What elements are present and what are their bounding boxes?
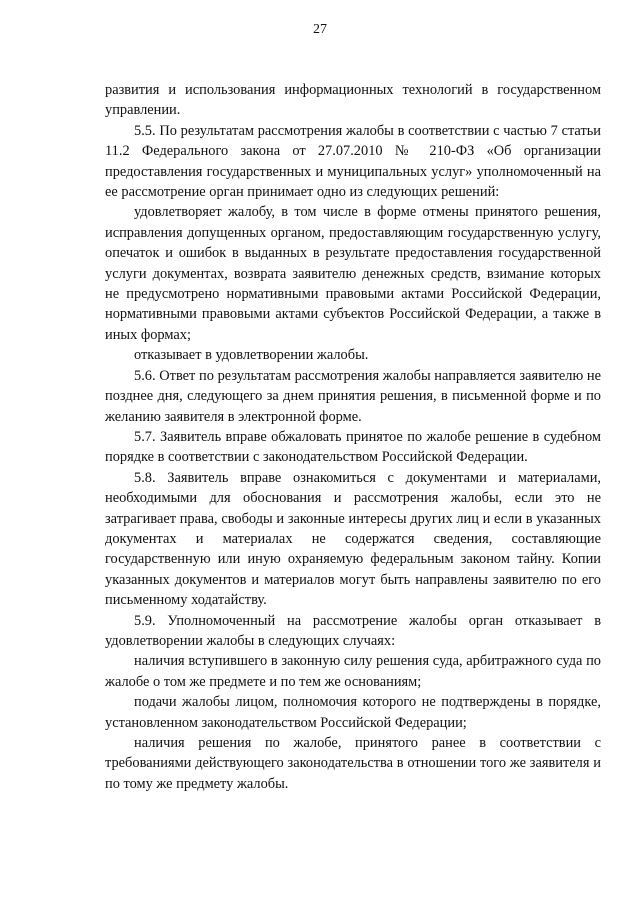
paragraph-5-6: 5.6. Ответ по результатам рассмотрения жалобы направляется заявителю не позднее дня, следующего за днем принятия решения, в письменной форме и по желанию заявителя в электронной форме. (105, 367, 601, 425)
paragraph-5-5: 5.5. По результатам рассмотрения жалобы в соответствии с частью 7 статьи 11.2 Федерального закона от 27.07.2010 № 210-ФЗ «Об организации предоставления государственных и муниципальных услуг» уполномоченный на ее рассмотрение орган принимает одно из следующих решений: (105, 122, 601, 201)
paragraph-5-7: 5.7. Заявитель вправе обжаловать принятое по жалобе решение в судебном порядке в соответствии с законодательством Российской Федерации. (105, 428, 601, 466)
paragraph-5-9: 5.9. Уполномоченный на рассмотрение жалобы орган отказывает в удовлетворении жалобы в следующих случаях: (105, 612, 601, 649)
paragraph-case-prior-decision: наличия решения по жалобе, принятого ранее в соответствии с требованиями действующего законодательства в отношении того же заявителя и по тому же предмету жалобы. (105, 735, 601, 792)
paragraph-decision-refuse: отказывает в удовлетворении жалобы. (134, 347, 369, 364)
paragraph-decision-satisfy: удовлетворяет жалобу, в том числе в форме отмены принятого решения, исправления допущенных органом, предоставляющим государственную услугу, опечаток и ошибок в выданных в результате предоставления государственной услуги документах, возврата заявителю денежных средств, взимание которых не предусмотрено нормативными правовыми актами Российской Федерации, нормативными правовыми актами субъектов Российской Федерации, а также в иных формах; (105, 204, 601, 343)
paragraph-continuation: развития и использования информационных технологий в государственном управлении. (105, 82, 601, 119)
paragraph-5-8: 5.8. Заявитель вправе ознакомиться с документами и материалами, необходимыми для обоснования и рассмотрения жалобы, если это не затрагивает права, свободы и законные интересы других лиц и если в указанных документах и материалах не содержатся сведения, составляющие государственную или иную охраняемую федеральным законом тайну. Копии указанных документов и материалов могут быть направлены заявителю по его письменному ходатайству. (105, 469, 601, 609)
page-number: 27 (313, 22, 327, 37)
paragraph-case-court-decision: наличия вступившего в законную силу решения суда, арбитражного суда по жалобе о том же предмете и по тем же основаниям; (105, 653, 601, 690)
paragraph-case-unauthorized: подачи жалобы лицом, полномочия которого не подтверждены в порядке, установленном законодательством Российской Федерации; (105, 694, 601, 731)
document-body (105, 80, 601, 794)
